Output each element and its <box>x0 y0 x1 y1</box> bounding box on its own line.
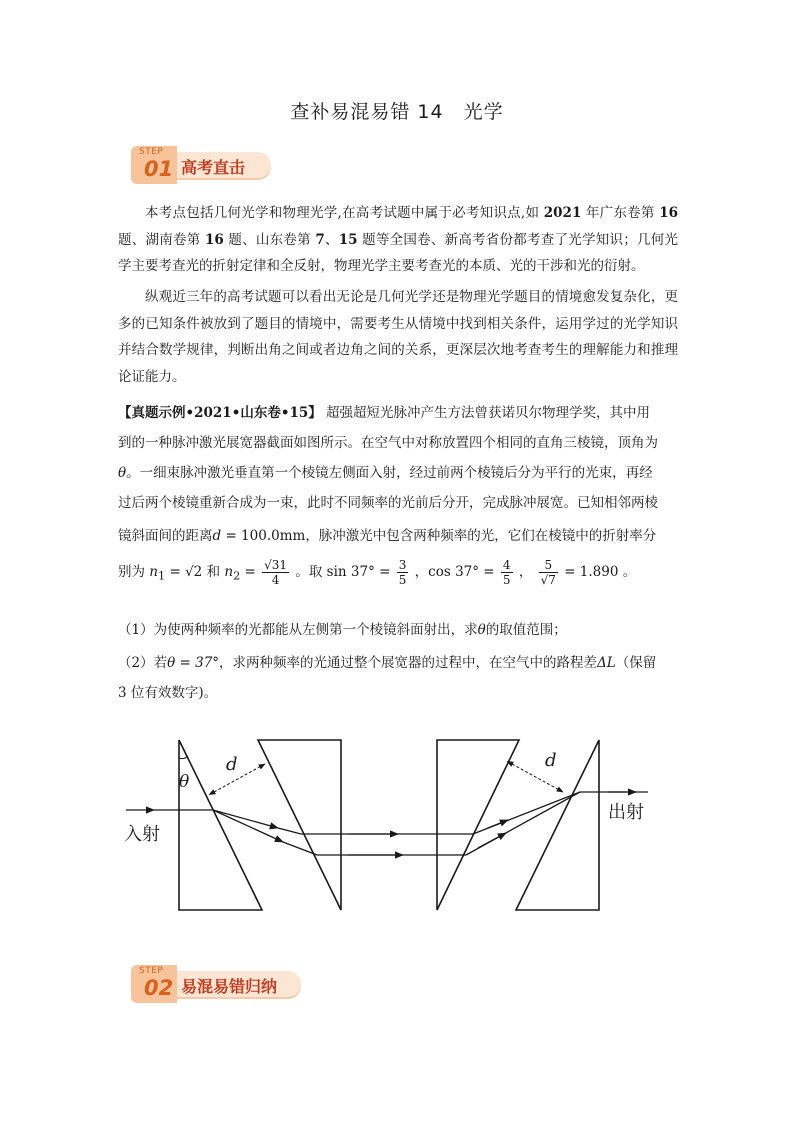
denominator: √7 <box>540 573 556 587</box>
text: 。取 <box>295 564 323 580</box>
ratio-fraction <box>539 558 558 587</box>
d-left-arrow <box>214 764 265 792</box>
cos-label: ，cos 37° = <box>414 564 499 580</box>
denominator: 5 <box>398 573 407 587</box>
question-2 <box>118 651 656 671</box>
text: （1）为使两种频率的光都能从左侧第一个棱镜斜面射出，求 <box>118 622 478 638</box>
text: 的取值范围； <box>485 622 567 638</box>
distance-value: = 100.0mm <box>221 528 306 544</box>
step-label: STEP <box>139 966 164 976</box>
theta-equation: θ = 37° <box>167 655 220 671</box>
denominator: 5 <box>502 573 511 587</box>
text: 。 <box>618 564 637 580</box>
text: 题、山东卷第 <box>223 231 316 248</box>
text: = <box>240 564 261 580</box>
example-line-3 <box>118 461 653 481</box>
text: 本考点包括几何光学和物理光学,在高考试题中属于必考知识点,如 <box>145 205 544 221</box>
ray-upper-gap-2 <box>278 828 301 834</box>
delta-l-symbol: ΔL <box>597 655 616 671</box>
example-line-4: 过后两个棱镜重新合成为一束，此时不同频率的光前后分开，完成脉冲展宽。已知相邻两棱 <box>118 495 658 511</box>
sin-fraction <box>397 558 409 587</box>
n2-fraction <box>262 558 289 587</box>
sin-label: sin 37° = <box>326 564 395 580</box>
text: 。一细束脉冲激光垂直第一个棱镜左侧面入射，经过前两个棱镜后分为平行的光束，再经 <box>126 465 653 481</box>
prism-1 <box>179 740 262 910</box>
ray-upper-converge-arrow <box>488 820 508 828</box>
cos-fraction <box>501 558 513 587</box>
theta-symbol: θ <box>477 622 486 638</box>
prism-2 <box>258 740 341 910</box>
numerator: 4 <box>502 558 511 572</box>
ratio-value: = 1.890 <box>559 564 619 580</box>
question-1 <box>118 618 567 638</box>
step-number: 02 <box>144 976 174 1000</box>
n1-value: = √2 <box>165 564 203 580</box>
example-line-6 <box>118 558 636 587</box>
d-left-label: d <box>226 754 238 775</box>
theta-label: θ <box>179 772 190 792</box>
text-bold: 2021 <box>543 205 582 221</box>
text: 题等全国卷、新高考省份都考查了光学知识；几何光学主要考查光的折射定律和全反射，物理光学主要考查光的本质、光的干涉和光的衍射。 <box>118 231 678 274</box>
d-symbol: d <box>212 528 222 544</box>
prism-3 <box>437 740 519 910</box>
text-bold: 15 <box>338 231 358 248</box>
step-number: 01 <box>144 157 174 181</box>
numerator: 3 <box>398 558 407 572</box>
denominator: 4 <box>271 573 280 587</box>
text: 题、湖南卷第 <box>118 231 206 248</box>
prism-4 <box>516 740 599 910</box>
example-line-5 <box>118 524 656 544</box>
theta-symbol: θ <box>118 465 127 481</box>
exit-label: 出射 <box>608 802 644 823</box>
text-bold: 16 <box>659 205 679 221</box>
text: ， <box>518 564 533 580</box>
numerator: 5 <box>539 558 558 573</box>
example-line-1 <box>118 401 650 421</box>
text: 和 <box>206 564 221 580</box>
text: 超强超短光脉冲产生方法曾获诺贝尔物理学奖，其中用 <box>326 405 651 421</box>
example-tag: 【真题示例•2021•山东卷•15】 <box>118 405 322 421</box>
text: ，求两种频率的光通过整个展宽器的过程中，在空气中的路程差 <box>219 655 598 671</box>
ray-lower-gap-2 <box>283 842 317 855</box>
intro-paragraph-1 <box>118 200 678 280</box>
prism-expander-figure <box>118 730 668 920</box>
ray-lower-converge-arrow <box>478 833 506 848</box>
text: 年广东卷第 <box>581 205 660 221</box>
n1-symbol: n <box>149 564 158 580</box>
example-line-2: 到的一种脉冲激光展宽器截面如图所示。在空气中对称放置四个相同的直角三棱镜，顶角为 <box>118 435 658 451</box>
n1-subscript: 1 <box>158 569 166 583</box>
text: 别为 <box>118 564 145 580</box>
text: （保留 <box>615 655 657 671</box>
text: 镜斜面间的距离 <box>118 528 213 544</box>
d-right-label: d <box>545 750 557 771</box>
text: （2）若 <box>118 655 168 671</box>
incident-label: 入射 <box>124 824 160 845</box>
step-title: 易混易错归纳 <box>181 977 278 996</box>
step-title: 高考直击 <box>181 158 246 177</box>
numerator: √31 <box>264 558 288 572</box>
text: 、 <box>324 231 339 248</box>
question-2-continued: 3 位有效数字)。 <box>118 685 218 701</box>
text: ，脉冲激光中包含两种频率的光，它们在棱镜中的折射率分 <box>305 528 657 544</box>
step-label: STEP <box>139 147 164 157</box>
text-bold: 7 <box>315 231 325 248</box>
page-title: 查补易混易错 14 光学 <box>290 101 504 123</box>
text-bold: 16 <box>205 231 224 248</box>
n2-subscript: 2 <box>233 569 241 583</box>
n2-symbol: n <box>224 564 234 580</box>
intro-paragraph-2: 纵观近三年的高考试题可以看出无论是几何光学还是物理光学题目的情境愈发复杂化，更多的已知条件被放到了题目的情境中，需要考生从情境中找到相关条件，运用学过的光学知识并结合数学规律，判断出角之间或者边角之间的关系，更深层次地考查考生的理解能力和推理论证能力。 <box>118 289 678 385</box>
